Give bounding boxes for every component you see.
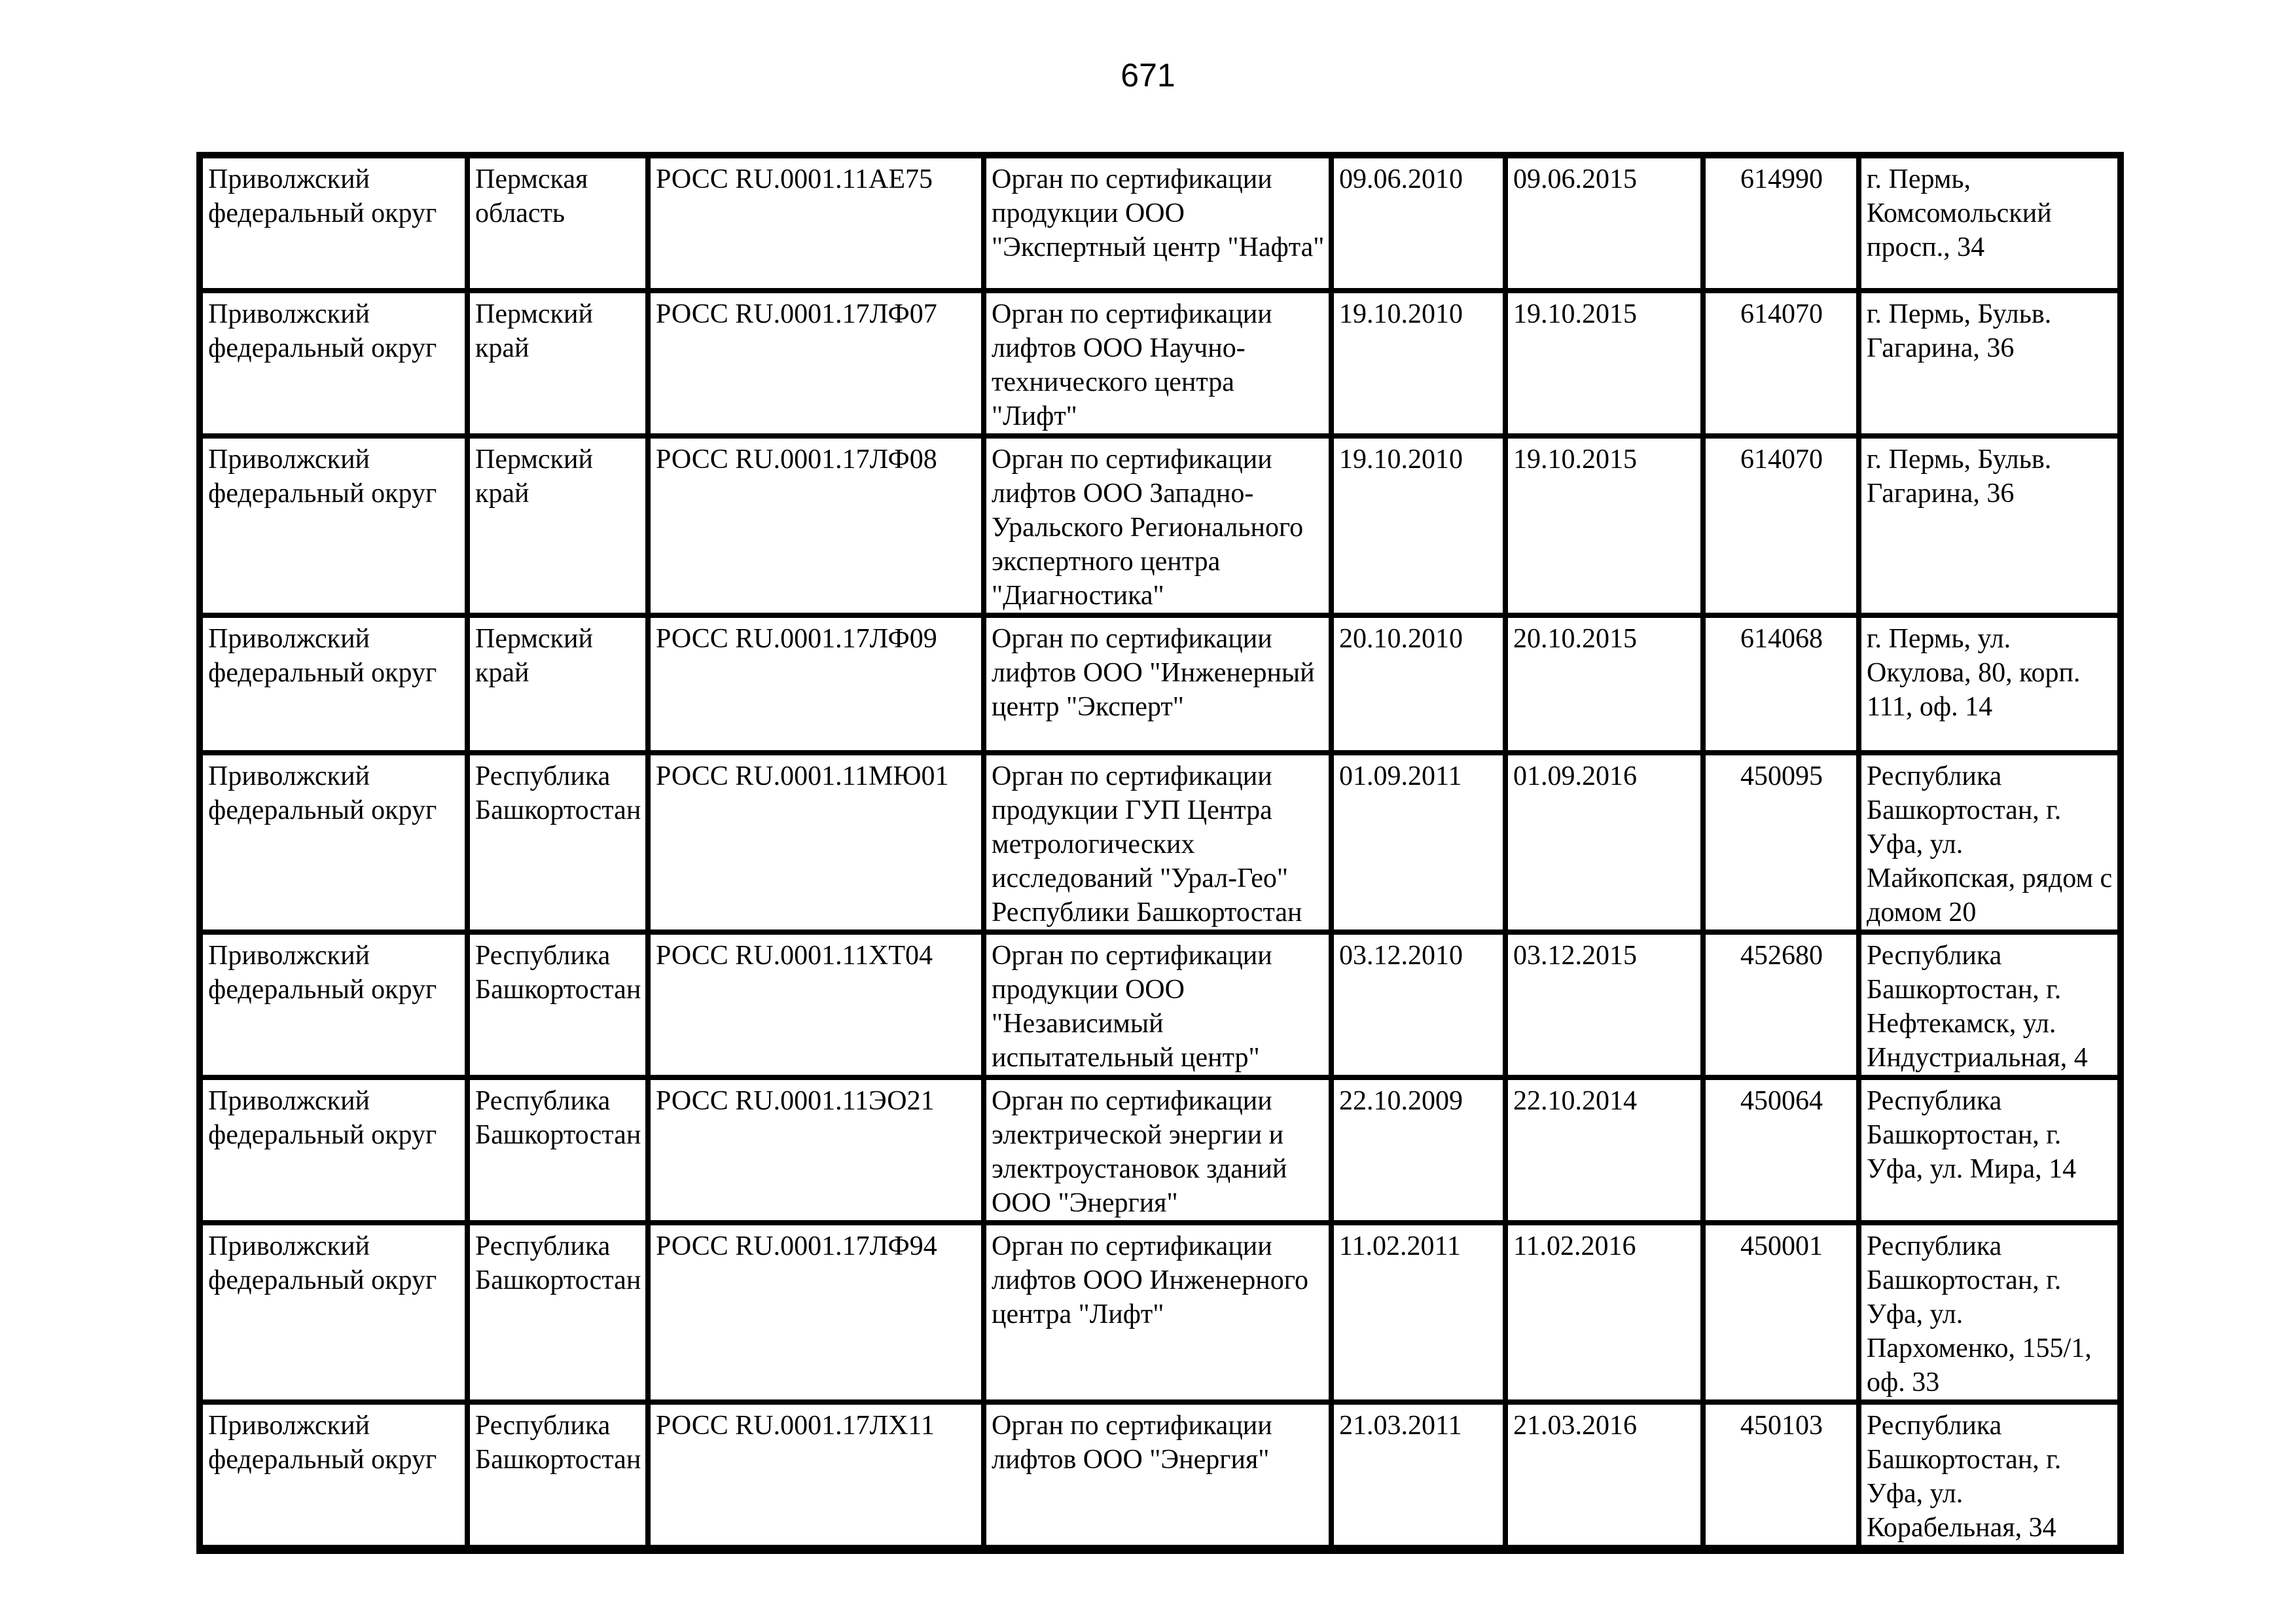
- cell-valid-to-date: 01.09.2016: [1505, 753, 1703, 932]
- cell-address: г. Пермь, Комсомольский просп., 34: [1859, 155, 2121, 291]
- cell-region: Республика Башкортостан: [467, 932, 648, 1077]
- cell-valid-to-date: 03.12.2015: [1505, 932, 1703, 1077]
- cell-postal-code: 614070: [1703, 291, 1859, 436]
- cell-registration-number: РОСС RU.0001.11ЭО21: [648, 1077, 984, 1223]
- cell-valid-to-date: 21.03.2016: [1505, 1402, 1703, 1549]
- cell-address: Республика Башкортостан, г. Нефтекамск, ул. Индустриальная, 4: [1859, 932, 2121, 1077]
- cell-address: Республика Башкортостан, г. Уфа, ул. Корабельная, 34: [1859, 1402, 2121, 1549]
- table-body: [200, 155, 2121, 1549]
- cell-valid-to-date: 11.02.2016: [1505, 1223, 1703, 1402]
- cell-valid-to-date: 19.10.2015: [1505, 291, 1703, 436]
- cell-registration-number: РОСС RU.0001.17ЛФ09: [648, 615, 984, 753]
- cell-address: г. Пермь, ул. Окулова, 80, корп. 111, оф. 14: [1859, 615, 2121, 753]
- certification-bodies-table: [196, 152, 2124, 1554]
- cell-postal-code: 450064: [1703, 1077, 1859, 1223]
- cell-organization-name: Орган по сертификации лифтов ООО Западно-Уральского Регионального экспертного центра "Диагностика": [984, 436, 1331, 615]
- cell-region: Республика Башкортостан: [467, 1402, 648, 1549]
- cell-region: Пермский край: [467, 291, 648, 436]
- cell-valid-from-date: 03.12.2010: [1331, 932, 1505, 1077]
- cell-address: Республика Башкортостан, г. Уфа, ул. Майкопская, рядом с домом 20: [1859, 753, 2121, 932]
- table-row: [200, 436, 2121, 615]
- table-row: [200, 1077, 2121, 1223]
- cell-federal-district: Приволжский федеральный округ: [200, 932, 467, 1077]
- cell-valid-from-date: 09.06.2010: [1331, 155, 1505, 291]
- cell-valid-from-date: 11.02.2011: [1331, 1223, 1505, 1402]
- cell-organization-name: Орган по сертификации лифтов ООО "Энергия": [984, 1402, 1331, 1549]
- cell-organization-name: Орган по сертификации лифтов ООО "Инженерный центр "Эксперт": [984, 615, 1331, 753]
- table-row: [200, 291, 2121, 436]
- cell-registration-number: РОСС RU.0001.11АЕ75: [648, 155, 984, 291]
- cell-address: Республика Башкортостан, г. Уфа, ул. Пархоменко, 155/1, оф. 33: [1859, 1223, 2121, 1402]
- cell-federal-district: Приволжский федеральный округ: [200, 1223, 467, 1402]
- cell-region: Пермский край: [467, 436, 648, 615]
- cell-federal-district: Приволжский федеральный округ: [200, 291, 467, 436]
- cell-federal-district: Приволжский федеральный округ: [200, 1077, 467, 1223]
- cell-organization-name: Орган по сертификации лифтов ООО Инженерного центра "Лифт": [984, 1223, 1331, 1402]
- cell-registration-number: РОСС RU.0001.17ЛХ11: [648, 1402, 984, 1549]
- cell-registration-number: РОСС RU.0001.17ЛФ94: [648, 1223, 984, 1402]
- cell-federal-district: Приволжский федеральный округ: [200, 753, 467, 932]
- table-row: [200, 615, 2121, 753]
- cell-valid-to-date: 20.10.2015: [1505, 615, 1703, 753]
- cell-registration-number: РОСС RU.0001.17ЛФ07: [648, 291, 984, 436]
- table-row: [200, 155, 2121, 291]
- cell-postal-code: 614068: [1703, 615, 1859, 753]
- cell-region: Пермская область: [467, 155, 648, 291]
- cell-postal-code: 450001: [1703, 1223, 1859, 1402]
- table-row: [200, 1223, 2121, 1402]
- cell-valid-from-date: 19.10.2010: [1331, 291, 1505, 436]
- cell-registration-number: РОСС RU.0001.11МЮ01: [648, 753, 984, 932]
- cell-address: Республика Башкортостан, г. Уфа, ул. Мира, 14: [1859, 1077, 2121, 1223]
- page-number: 671: [1121, 57, 1175, 94]
- cell-address: г. Пермь, Бульв. Гагарина, 36: [1859, 291, 2121, 436]
- cell-federal-district: Приволжский федеральный округ: [200, 155, 467, 291]
- cell-valid-from-date: 21.03.2011: [1331, 1402, 1505, 1549]
- cell-organization-name: Орган по сертификации электрической энергии и электроустановок зданий ООО "Энергия": [984, 1077, 1331, 1223]
- cell-postal-code: 452680: [1703, 932, 1859, 1077]
- cell-postal-code: 614070: [1703, 436, 1859, 615]
- cell-postal-code: 450095: [1703, 753, 1859, 932]
- cell-valid-to-date: 19.10.2015: [1505, 436, 1703, 615]
- cell-region: Республика Башкортостан: [467, 753, 648, 932]
- cell-postal-code: 614990: [1703, 155, 1859, 291]
- cell-valid-to-date: 22.10.2014: [1505, 1077, 1703, 1223]
- cell-valid-from-date: 19.10.2010: [1331, 436, 1505, 615]
- cell-region: Республика Башкортостан: [467, 1077, 648, 1223]
- cell-organization-name: Орган по сертификации продукции ООО "Независимый испытательный центр": [984, 932, 1331, 1077]
- cell-organization-name: Орган по сертификации продукции ГУП Центра метрологических исследований "Урал-Гео" Республики Башкортостан: [984, 753, 1331, 932]
- cell-organization-name: Орган по сертификации продукции ООО "Экспертный центр "Нафта": [984, 155, 1331, 291]
- cell-valid-to-date: 09.06.2015: [1505, 155, 1703, 291]
- cell-registration-number: РОСС RU.0001.17ЛФ08: [648, 436, 984, 615]
- cell-valid-from-date: 20.10.2010: [1331, 615, 1505, 753]
- cell-organization-name: Орган по сертификации лифтов ООО Научно-технического центра "Лифт": [984, 291, 1331, 436]
- cell-valid-from-date: 01.09.2011: [1331, 753, 1505, 932]
- cell-federal-district: Приволжский федеральный округ: [200, 436, 467, 615]
- cell-postal-code: 450103: [1703, 1402, 1859, 1549]
- table-row: [200, 1402, 2121, 1549]
- table-row: [200, 932, 2121, 1077]
- cell-region: Республика Башкортостан: [467, 1223, 648, 1402]
- cell-address: г. Пермь, Бульв. Гагарина, 36: [1859, 436, 2121, 615]
- cell-federal-district: Приволжский федеральный округ: [200, 1402, 467, 1549]
- cell-region: Пермский край: [467, 615, 648, 753]
- cell-federal-district: Приволжский федеральный округ: [200, 615, 467, 753]
- cell-registration-number: РОСС RU.0001.11ХТ04: [648, 932, 984, 1077]
- table-row: [200, 753, 2121, 932]
- cell-valid-from-date: 22.10.2009: [1331, 1077, 1505, 1223]
